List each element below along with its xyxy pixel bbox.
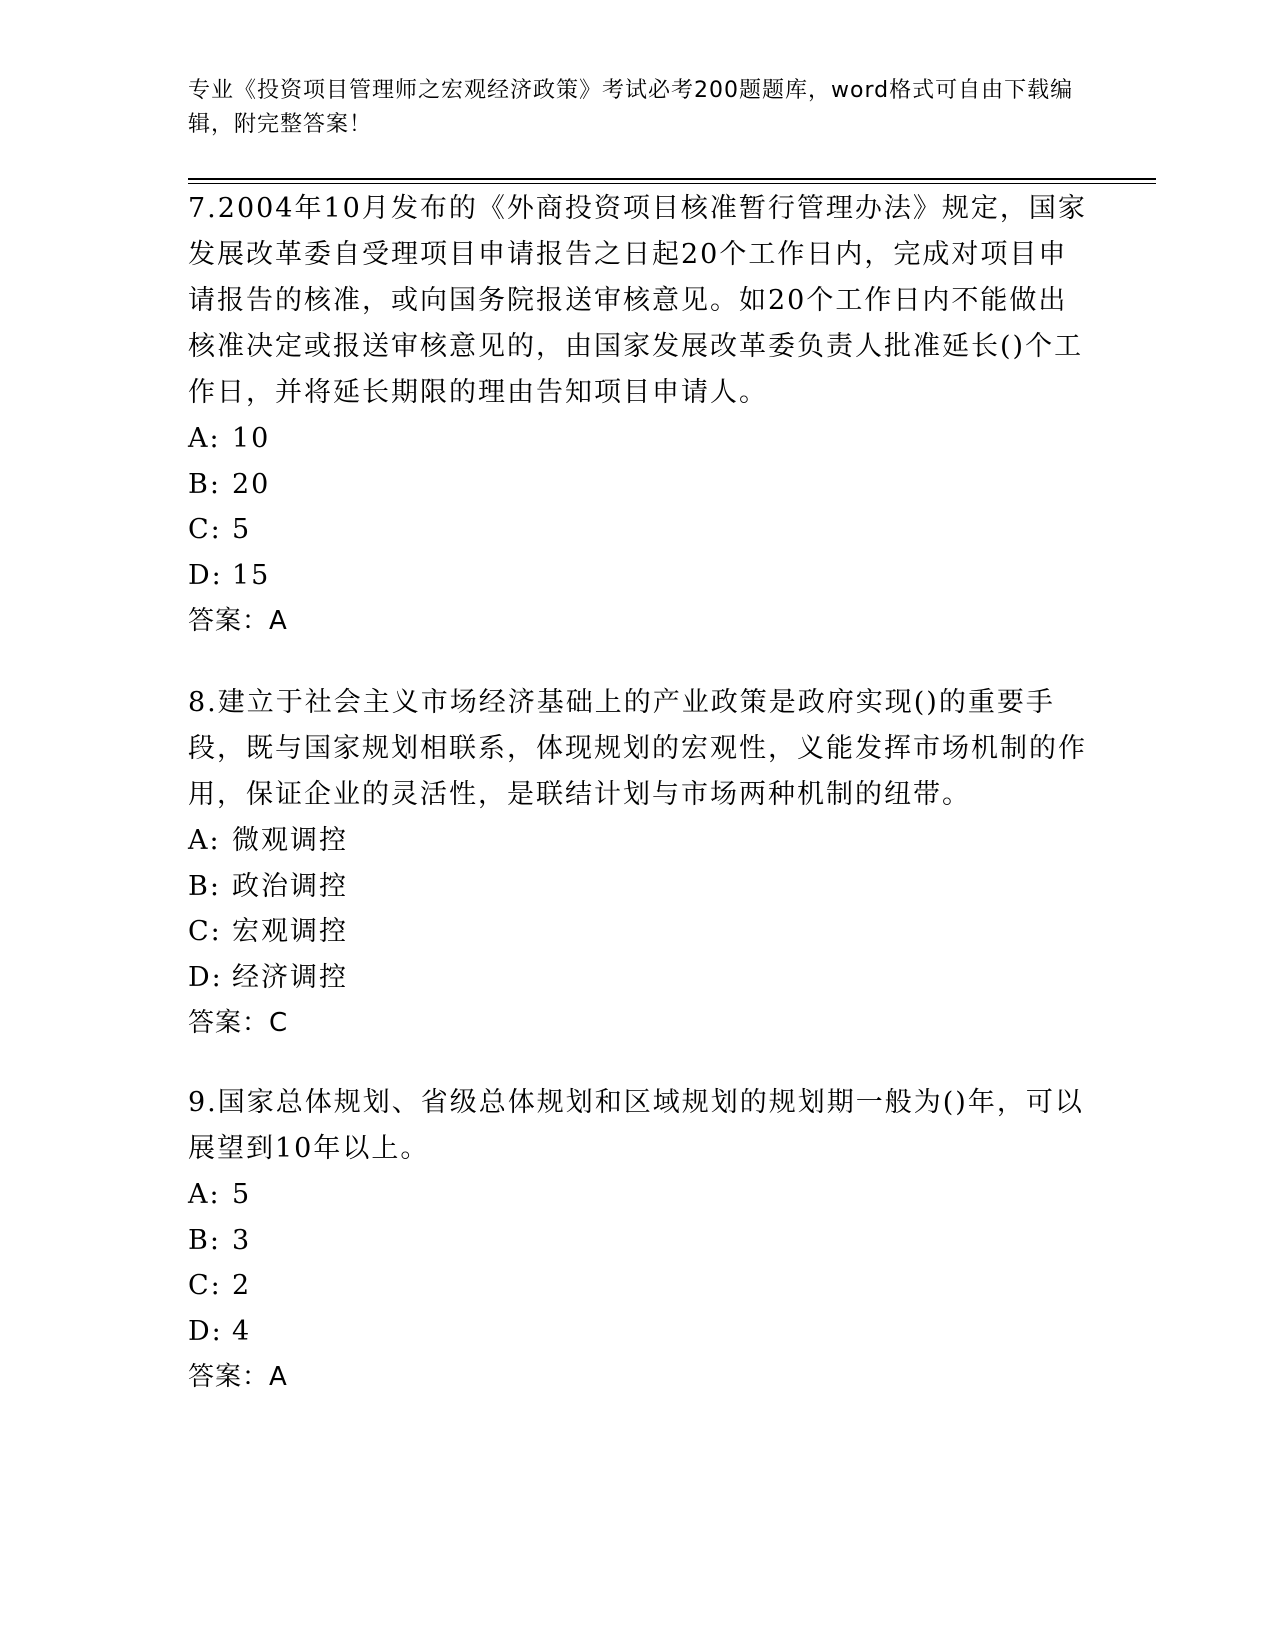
header-divider-thin <box>188 183 1156 184</box>
option-letter: A: <box>188 423 221 454</box>
option-text: 经济调控 <box>232 961 348 993</box>
question-8 <box>188 680 1088 1046</box>
option-letter: D: <box>188 559 223 591</box>
option-b <box>188 864 1088 910</box>
option-letter: B: <box>188 870 221 902</box>
option-text: 3 <box>232 1224 252 1256</box>
option-d <box>188 955 1088 1001</box>
option-text: 政治调控 <box>232 870 348 902</box>
option-text: 2 <box>232 1270 252 1301</box>
answer-line: 答案：A <box>188 1362 288 1392</box>
option-text: 5 <box>232 1179 252 1210</box>
option-letter: B: <box>188 468 221 500</box>
option-a <box>188 416 1088 462</box>
option-text: 15 <box>232 559 271 591</box>
option-d <box>188 553 1088 599</box>
answer-line: 答案：C <box>188 1008 289 1038</box>
question-stem: 9.国家总体规划、省级总体规划和区域规划的规划期一般为()年，可以展望到10年以上。 <box>188 1087 1084 1164</box>
option-text: 20 <box>232 468 271 500</box>
option-letter: A: <box>188 1179 221 1210</box>
option-letter: C: <box>188 514 222 545</box>
option-d <box>188 1309 1088 1355</box>
question-stem: 7.2004年10月发布的《外商投资项目核准暂行管理办法》规定，国家发展改革委自受理项目申请报告之日起20个工作日内，完成对项目申请报告的核准，或向国务院报送审核意见。如20个工作日内不能做出核准决定或报送审核意见的，由国家发展改革委负责人批准延长()个工作日，并将延长期限的理由告知项目申请人。 <box>188 193 1087 408</box>
option-text: 微观调控 <box>232 825 348 856</box>
question-stem: 8.建立于社会主义市场经济基础上的产业政策是政府实现()的重要手段，既与国家规划相联系，体现规划的宏观性，义能发挥市场机制的作用，保证企业的灵活性，是联结计划与市场两种机制的纽带。 <box>188 687 1087 810</box>
option-letter: B: <box>188 1224 221 1256</box>
header-divider-thick <box>188 178 1156 180</box>
option-text: 5 <box>232 514 252 545</box>
option-text: 宏观调控 <box>232 916 348 947</box>
question-7 <box>188 186 1088 644</box>
option-a <box>188 1172 1088 1218</box>
option-b <box>188 462 1088 508</box>
option-c <box>188 909 1088 955</box>
question-9 <box>188 1080 1088 1400</box>
option-b <box>188 1218 1088 1264</box>
option-c <box>188 1263 1088 1309</box>
option-a <box>188 818 1088 864</box>
option-text: 4 <box>232 1315 252 1347</box>
option-c <box>188 507 1088 553</box>
option-letter: D: <box>188 961 223 993</box>
option-text: 10 <box>232 423 271 454</box>
option-letter: D: <box>188 1315 223 1347</box>
option-letter: C: <box>188 1270 222 1301</box>
answer-line: 答案：A <box>188 606 288 636</box>
option-letter: A: <box>188 825 221 856</box>
document-header: 专业《投资项目管理师之宏观经济政策》考试必考200题题库，word格式可自由下载编辑，附完整答案！ <box>188 78 1074 137</box>
option-letter: C: <box>188 916 222 947</box>
